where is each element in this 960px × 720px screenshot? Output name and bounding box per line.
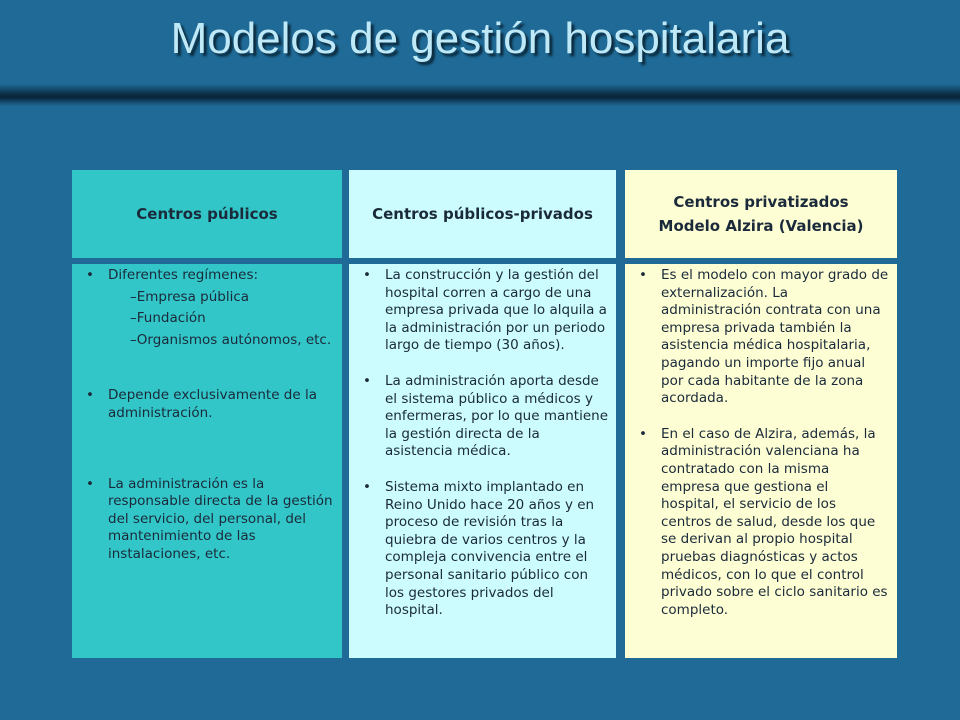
header-centros-publicos (72, 170, 342, 258)
list-item: • Diferentes regímenes: –Empresa pública –Fundación –Organismos autónomos, etc. (86, 267, 334, 349)
sub-list-item: –Organismos autónomos, etc. (130, 331, 332, 348)
list-item: • La administración es la responsable directa de la gestión del servicio, del personal, del mantenimiento de las instalaciones, etc. (86, 476, 334, 564)
column-centros-publicos (72, 264, 342, 658)
header-label: Centros públicos-privados (372, 205, 593, 223)
header-sublabel: Modelo Alzira (Valencia) (658, 217, 864, 235)
bullet-list (639, 267, 889, 619)
column-centros-publicos-privados (349, 264, 616, 658)
slide-title: Modelos de gestión hospitalaria (170, 14, 790, 63)
list-item: • La administración aporta desde el sistema público a médicos y enfermeras, por lo que mantiene la gestión directa de la asistencia médica. (363, 373, 608, 461)
bullet-list (86, 267, 334, 564)
title-divider-bar (0, 84, 960, 106)
list-item: • Sistema mixto implantado en Reino Unido hace 20 años y en proceso de revisión tras la quiebra de varios centros y la compleja convivencia entre el personal sanitario público con los gestores privados del hospital. (363, 479, 608, 620)
list-item: • En el caso de Alzira, además, la administración valenciana ha contratado con la misma empresa que gestiona el hospital, el servicio de los centros de salud, desde los que se derivan al propio hospital pruebas diagnósticas y actos médicos, con lo que el control privado sobre el ciclo sanitario es completo. (639, 426, 889, 620)
bullet-list (363, 267, 608, 620)
list-item: • Depende exclusivamente de la administración. (86, 387, 334, 422)
header-centros-privatizados (625, 170, 897, 258)
header-label: Centros privatizados (673, 193, 849, 211)
column-centros-privatizados (625, 264, 897, 658)
list-item: • Es el modelo con mayor grado de externalización. La administración contrata con una empresa privada también la asistencia médica hospitalaria, pagando un importe fijo anual por cada habitante de la zona acordada. (639, 267, 889, 408)
sub-list (108, 289, 334, 350)
header-label: Centros públicos (136, 205, 278, 223)
sub-list-item: –Empresa pública (130, 288, 250, 305)
sub-list-item: –Fundación (130, 310, 206, 327)
list-item: • La construcción y la gestión del hospital corren a cargo de una empresa privada que lo alquila a la administración por un periodo largo de tiempo (30 años). (363, 267, 608, 355)
header-centros-publicos-privados (349, 170, 616, 258)
